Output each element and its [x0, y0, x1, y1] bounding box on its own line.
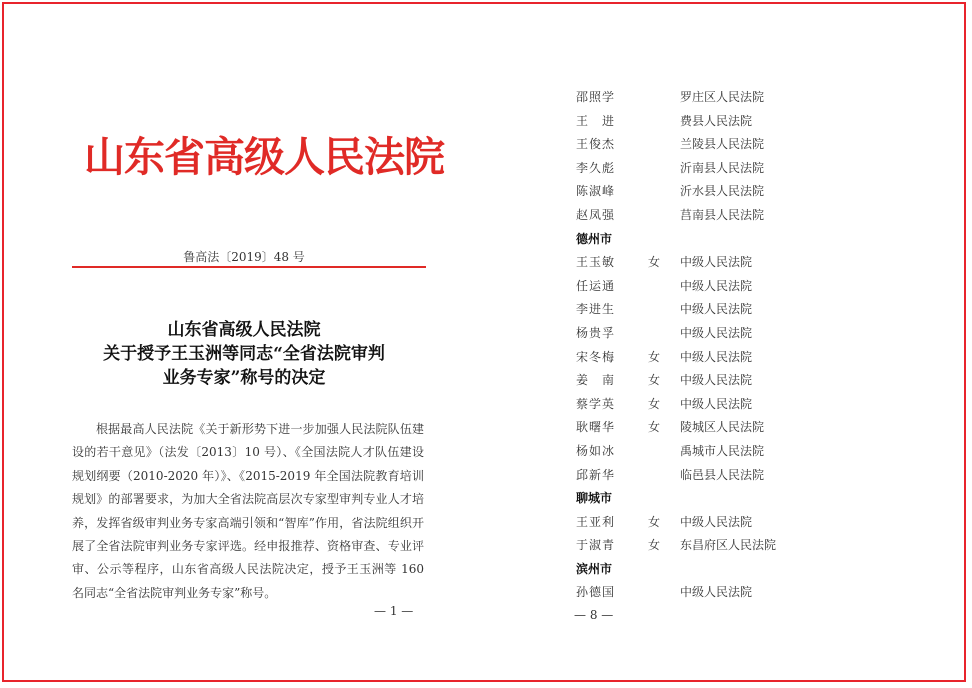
expert-gender: 女 [648, 396, 661, 411]
city-name: 聊城市 [576, 491, 613, 506]
expert-court: 禹城市人民法院 [680, 443, 765, 458]
expert-name: 姜 南 [576, 373, 616, 388]
roster-row [576, 438, 936, 462]
title-line: 业务专家”称号的决定 [162, 368, 326, 388]
roster-row [576, 532, 936, 556]
document-frame [2, 2, 966, 682]
expert-court: 临邑县人民法院 [680, 467, 765, 482]
title-line: 关于授予王玉洲等同志“全省法院审判 [103, 344, 385, 364]
expert-court: 沂水县人民法院 [680, 184, 765, 199]
decision-title [64, 318, 424, 390]
expert-court: 陵城区人民法院 [680, 420, 765, 435]
expert-court: 中级人民法院 [680, 302, 753, 317]
expert-court: 东昌府区人民法院 [680, 538, 777, 553]
expert-gender: 女 [648, 255, 661, 270]
city-name: 德州市 [576, 231, 613, 246]
page-number: — 8 — [574, 608, 614, 622]
expert-name: 任运通 [576, 278, 616, 293]
expert-name: 邱新华 [576, 467, 616, 482]
roster-row [576, 509, 936, 533]
expert-court: 莒南县人民法院 [680, 207, 765, 222]
red-divider [72, 266, 426, 268]
expert-name: 杨如冰 [576, 443, 616, 458]
expert-gender: 女 [648, 514, 661, 529]
right-page [504, 4, 944, 680]
decision-body: 根据最高人民法院《关于新形势下进一步加强人民法院队伍建设的若干意见》（法发〔2013〕10 号）、《全国法院人才队伍建设规划纲要（2010-2020 年）》、《2015-2019 年全国法院教育培训规划》的部署要求，为加大全省法院高层次专家型审判专业人才培养，发挥省级审判业务专家高端引领和“智库”作用，省法院组织开展了全省法院审判业务专家评选。经申报推荐、资格审查、专业评审、公示等程序，山东省高级人民法院决定，授予王玉洲等 160 名同志“全省法院审判业务专家”称号。 [72, 422, 424, 600]
expert-name: 王俊杰 [576, 137, 616, 152]
roster-row [576, 320, 936, 344]
expert-court: 中级人民法院 [680, 396, 753, 411]
expert-gender: 女 [648, 420, 661, 435]
expert-name: 杨贵孚 [576, 325, 616, 340]
expert-gender: 女 [648, 349, 661, 364]
expert-name: 王亚利 [576, 514, 616, 529]
roster-row [576, 414, 936, 438]
title-line: 山东省高级人民法院 [167, 320, 321, 340]
expert-court: 中级人民法院 [680, 585, 753, 600]
roster-row [576, 344, 936, 368]
expert-court: 中级人民法院 [680, 278, 753, 293]
expert-name: 蔡学英 [576, 396, 616, 411]
roster-row [576, 108, 936, 132]
expert-name: 邵照学 [576, 90, 616, 104]
expert-name: 于淑青 [576, 538, 616, 553]
expert-name: 李久彪 [576, 160, 616, 175]
expert-name: 王玉敏 [576, 255, 616, 270]
expert-name: 赵凤强 [576, 207, 616, 222]
expert-name: 宋冬梅 [576, 349, 616, 364]
roster-row [576, 391, 936, 415]
expert-name: 耿曙华 [576, 420, 616, 435]
roster-row [576, 84, 936, 108]
roster-row [576, 462, 936, 486]
document-number: 鲁高法〔2019〕48 号 [183, 250, 305, 264]
roster-row [576, 296, 936, 320]
expert-court: 中级人民法院 [680, 373, 753, 388]
roster-row [576, 367, 936, 391]
left-page [64, 4, 444, 680]
city-heading [576, 485, 936, 509]
roster-row [576, 202, 936, 226]
expert-court: 中级人民法院 [680, 325, 753, 340]
court-header-title: 山东省高级人民法院 [84, 133, 444, 181]
city-heading [576, 226, 936, 250]
page-number: — 1 — [374, 604, 414, 618]
roster-row [576, 155, 936, 179]
expert-name: 李进生 [576, 302, 616, 317]
expert-court: 沂南县人民法院 [680, 160, 765, 175]
city-name: 滨州市 [576, 561, 613, 576]
city-heading [576, 556, 936, 580]
roster-row [576, 579, 936, 603]
roster-row [576, 131, 936, 155]
expert-name: 陈淑峰 [576, 184, 616, 199]
expert-name: 王 进 [576, 113, 616, 128]
expert-court: 罗庄区人民法院 [680, 90, 765, 104]
expert-gender: 女 [648, 538, 661, 553]
expert-court: 费县人民法院 [680, 113, 753, 128]
expert-name: 孙德国 [576, 585, 616, 600]
roster-row [576, 273, 936, 297]
expert-court: 兰陵县人民法院 [680, 137, 765, 152]
expert-court: 中级人民法院 [680, 514, 753, 529]
expert-court: 中级人民法院 [680, 349, 753, 364]
expert-roster [576, 84, 936, 603]
roster-row [576, 249, 936, 273]
expert-gender: 女 [648, 373, 661, 388]
expert-court: 中级人民法院 [680, 255, 753, 270]
roster-row [576, 178, 936, 202]
